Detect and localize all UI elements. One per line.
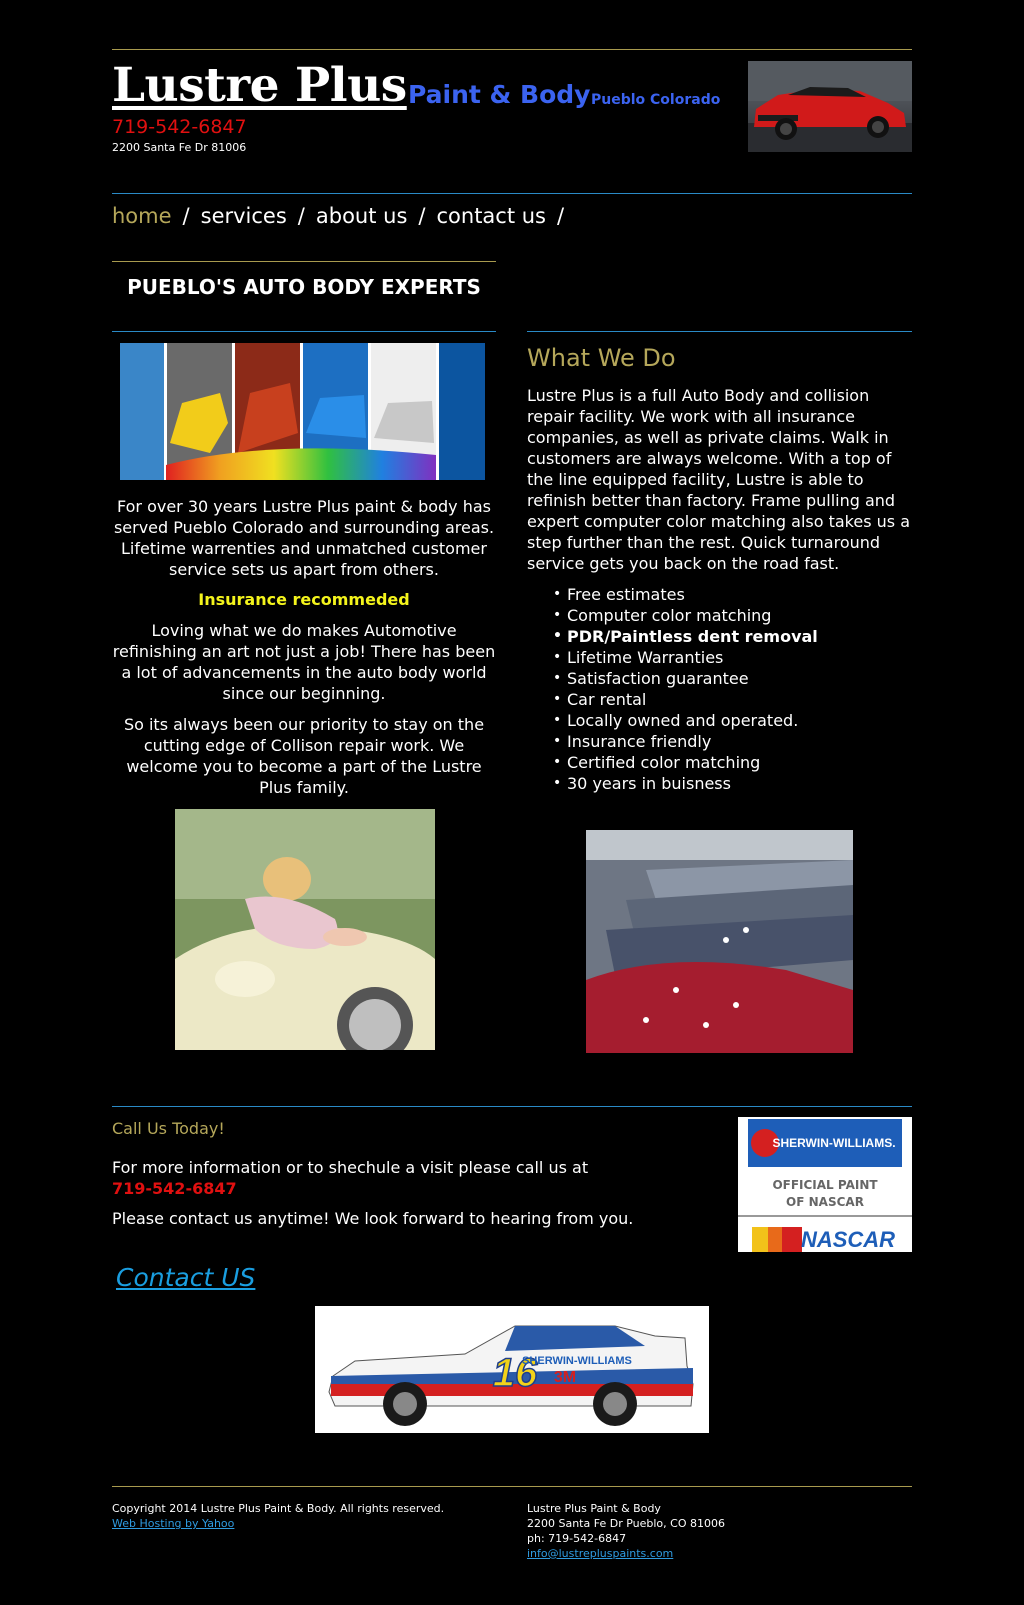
about-paragraph: Loving what we do makes Automotive refinishing an art not just a job! There has been a lot of advancements in the auto body world since our beginning. <box>112 621 496 703</box>
call-us-title: Call Us Today! <box>112 1119 225 1138</box>
site-location: Pueblo Colorado <box>591 92 721 108</box>
sherwin-williams-nascar-logo <box>738 1117 912 1252</box>
list-item: • Lifetime Warranties <box>550 647 818 668</box>
sponsor-line1: OFFICIAL PAINT <box>772 1178 878 1192</box>
list-item: • Insurance friendly <box>550 731 818 752</box>
nascar-race-car-image <box>315 1306 709 1433</box>
main-nav <box>112 206 575 227</box>
heading-divider <box>112 261 496 262</box>
copyright-text: Copyright 2014 Lustre Plus Paint & Body. All rights reserved. <box>112 1502 445 1515</box>
list-item: • 30 years in buisness <box>550 773 818 794</box>
nav-divider <box>112 193 912 194</box>
nav-about-us[interactable]: about us <box>315 204 408 228</box>
intro-paragraph: For over 30 years Lustre Plus paint & body has served Pueblo Colorado and surrounding areas. Lifetime warrenties and unmatched customer service sets us apart from others. <box>113 497 495 579</box>
what-we-do-title: What We Do <box>527 344 676 372</box>
car-brand: SHERWIN-WILLIAMS <box>522 1355 632 1367</box>
list-item: • Computer color matching <box>550 605 818 626</box>
call-us-phone[interactable]: 719-542-6847 <box>112 1179 237 1198</box>
call-us-text <box>112 1157 672 1199</box>
footer-phone: ph: 719-542-6847 <box>527 1532 627 1545</box>
footer-address: 2200 Santa Fe Dr Pueblo, CO 81006 <box>527 1517 725 1530</box>
insurance-note: Insurance recommeded <box>198 590 410 609</box>
site-title[interactable]: Lustre Plus <box>112 58 407 113</box>
sponsor-nascar: NASCAR <box>800 1227 896 1252</box>
sponsor-line2: OF NASCAR <box>786 1195 864 1209</box>
list-item: • Free estimates <box>550 584 818 605</box>
nav-separator: / <box>418 204 426 228</box>
nav-separator: / <box>557 204 565 228</box>
header-address: 2200 Santa Fe Dr 81006 <box>112 141 247 154</box>
list-item: • Car rental <box>550 689 818 710</box>
car-3m: 3M <box>553 1369 577 1386</box>
what-we-do-text: Lustre Plus is a full Auto Body and collision repair facility. We work with all insurance companies, as well as private claims. Walk in customers are always welcome. With a top of the line equipped facility, Lustre is able to refinish better than factory. Frame pulling and expert computer color matching also takes us a step further than the rest. Quick turnaround service gets you back on the road fast. <box>527 386 910 573</box>
sponsor-brand: SHERWIN-WILLIAMS. <box>772 1136 896 1150</box>
nav-separator: / <box>297 204 305 228</box>
contact-us-link[interactable]: Contact US <box>116 1263 256 1292</box>
site-tagline: Paint & Body <box>408 80 591 109</box>
nav-services[interactable]: services <box>200 204 287 228</box>
priority-paragraph: So its always been our priority to stay on the cutting edge of Collison repair work. We welcome you to become a part of the Lustre Plus family. <box>123 715 485 797</box>
list-item: • Satisfaction guarantee <box>550 668 818 689</box>
footer-divider <box>112 1486 912 1487</box>
car-number: 16 <box>492 1351 538 1395</box>
nav-home[interactable]: home <box>112 204 172 228</box>
nav-contact-us[interactable]: contact us <box>436 204 546 228</box>
right-column-divider <box>527 331 912 332</box>
nav-separator: / <box>182 204 190 228</box>
features-list <box>550 584 818 794</box>
list-item: • Locally owned and operated. <box>550 710 818 731</box>
sports-cars-banner-image <box>120 343 485 480</box>
footer-email-link[interactable]: info@lustrepluspaints.com <box>527 1547 674 1560</box>
call-us-message: For more information or to shechule a visit please call us at <box>112 1158 589 1177</box>
woman-hugging-car-image <box>175 809 435 1050</box>
footer-business-name: Lustre Plus Paint & Body <box>527 1502 661 1515</box>
web-hosting-link[interactable]: Web Hosting by Yahoo <box>112 1517 235 1530</box>
hail-damaged-cars-image <box>586 830 853 1053</box>
list-item: • Certified color matching <box>550 752 818 773</box>
footer-left <box>112 1501 444 1531</box>
left-column-divider <box>112 331 496 332</box>
list-item: • PDR/Paintless dent removal <box>550 626 818 647</box>
footer-contact <box>527 1501 725 1561</box>
top-divider <box>112 49 912 50</box>
section-heading: PUEBLO'S AUTO BODY EXPERTS <box>127 275 481 299</box>
call-divider <box>112 1106 912 1107</box>
header-phone: 719-542-6847 <box>112 116 247 138</box>
call-us-closing: Please contact us anytime! We look forward to hearing from you. <box>112 1209 634 1228</box>
red-muscle-car-image <box>748 61 912 152</box>
